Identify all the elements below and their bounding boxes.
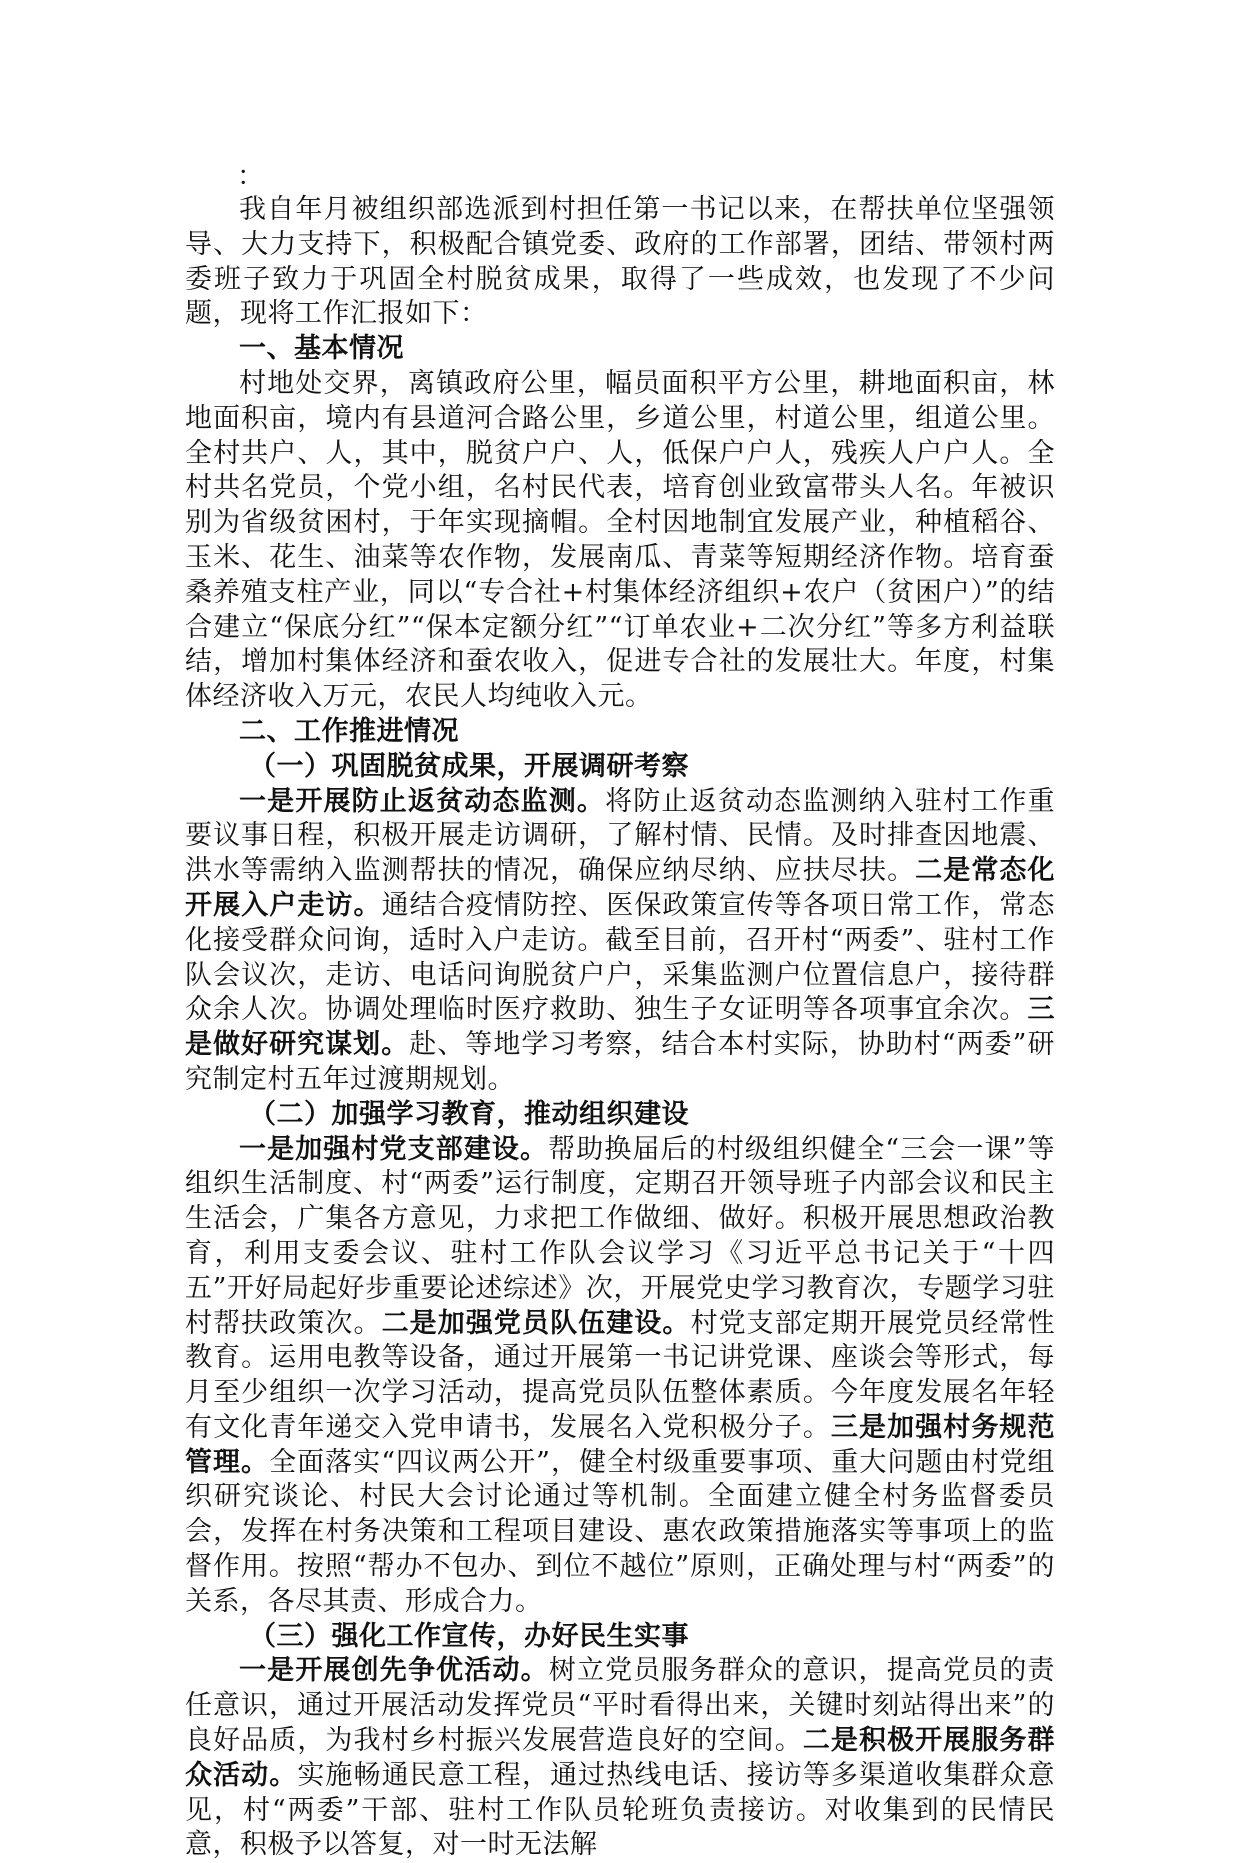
point-text: 将防止返贫动态监测纳入驻村工作重要议事日程，积极开展走访调研，了解村情、民情。及时排查因地震、洪水等需纳入监测帮扶的情况，确保应纳尽纳、应扶尽扶。 [185, 785, 1056, 887]
point-text: 村党支部定期开展党员经常性教育。运用电教等设备，通过开展第一书记讲党课、座谈会等形式，每月至少组织一次学习活动，提高党员队伍整体素质。今年度发展名年轻有文化青年递交入党申请书，发展名入党积极分子。 [185, 1307, 1056, 1443]
point-label: 一是开展创先争优活动。 [239, 1655, 549, 1687]
section2-heading: 二、工作推进情况 [239, 715, 459, 747]
intro-paragraph: 我自年月被组织部选派到村担任第一书记以来，在帮扶单位坚强领导、大力支持下，积极配合镇党委、政府的工作部署，团结、带领村两委班子致力于巩固全村脱贫成果，取得了一些成效，也发现了不少问题，现将工作汇报如下： [185, 194, 1055, 330]
point-label: 三是加强村务规范管理。 [185, 1411, 1056, 1478]
subsection1-heading: （一）巩固脱贫成果，开展调研考察 [249, 750, 689, 782]
point-text: 实施畅通民意工程，通过热线电话、接访等多渠道收集群众意见，村“两委”干部、驻村工作队员轮班负责接访。对收集到的民情民意，积极予以答复，对一时无法解 [185, 1759, 1056, 1861]
point-label: 一是加强村党支部建设。 [239, 1133, 549, 1165]
point-label: 三是做好研究谋划。 [185, 994, 1055, 1061]
point-label: 二是加强党员队伍建设。 [381, 1307, 691, 1339]
point-text: 赴、等地学习考察，结合本村实际，协助村“两委”研究制定村五年过渡期规划。 [185, 1029, 1056, 1095]
point-label: 二是积极开展服务群众活动。 [185, 1725, 1056, 1791]
subsection2-paragraph [185, 1133, 1055, 1620]
section1-paragraph: 村地处交界，离镇政府公里，幅员面积平方公里，耕地面积亩，林地面积亩，境内有县道河合路公里，乡道公里，村道公里，组道公里。全村共户、人，其中，脱贫户户、人，低保户户人，残疾人户户人。全村共名党员，个党小组，名村民代表，培育创业致富带头人名。年被识别为省级贫困村，于年实现摘帽。全村因地制宜发展产业，种植稻谷、玉米、花生、油菜等农作物，发展南瓜、青菜等短期经济作物。培育蚕桑养殖支柱产业，同以“专合社+村集体经济组织+农户（贫困户）”的结合建立“保底分红”“保本定额分红”“订单农业+二次分红”等多方利益联结，增加村集体经济和蚕农收入，促进专合社的发展壮大。年度，村集体经济收入万元，农民人均纯收入元。 [185, 367, 1055, 713]
point-label: 一是开展防止返贫动态监测。 [239, 785, 606, 817]
point-text: 树立党员服务群众的意识，提高党员的责任意识，通过开展活动发挥党员“平时看得出来，关键时刻站得出来”的良好品质，为我村乡村振兴发展营造良好的空间。 [185, 1655, 1056, 1757]
subsection2-heading: （二）加强学习教育，推动组织建设 [249, 1098, 689, 1130]
subsection1-paragraph [185, 785, 1055, 1098]
section1-heading: 一、基本情况 [239, 333, 404, 365]
point-text: 帮助换届后的村级组织健全“三会一课”等组织生活制度、村“两委”运行制度，定期召开领导班子内部会议和民主生活会，广集各方意见，力求把工作做细、做好。积极开展思想政治教育，利用支委会议、驻村工作队会议学习《习近平总书记关于“十四五”开好局起好步重要论述综述》次，开展党史学习教育次，专题学习驻村帮扶政策次。 [185, 1133, 1056, 1339]
point-label: 二是常态化开展入户走访。 [185, 855, 1056, 921]
subsection3-heading: （三）强化工作宣传，办好民生实事 [249, 1620, 689, 1652]
subsection3-paragraph [185, 1654, 1055, 1863]
point-text: 全面落实“四议两公开”，健全村级重要事项、重大问题由村党组织研究谈论、村民大会讨论通过等机制。全面建立健全村务监督委员会，发挥在村务决策和工程项目建设、惠农政策措施落实等事项上的监督作用。按照“帮办不包办、到位不越位”原则，正确处理与村“两委”的关系，各尽其责、形成合力。 [185, 1446, 1056, 1617]
point-text: 通结合疫情防控、医保政策宣传等各项日常工作，常态化接受群众问询，适时入户走访。截至目前，召开村“两委”、驻村工作队会议次，走访、电话问询脱贫户户，采集监测户位置信息户，接待群众余人次。协调处理临时医疗救助、独生子女证明等各项事宜余次。 [185, 889, 1056, 1026]
salutation: ： [237, 161, 264, 192]
